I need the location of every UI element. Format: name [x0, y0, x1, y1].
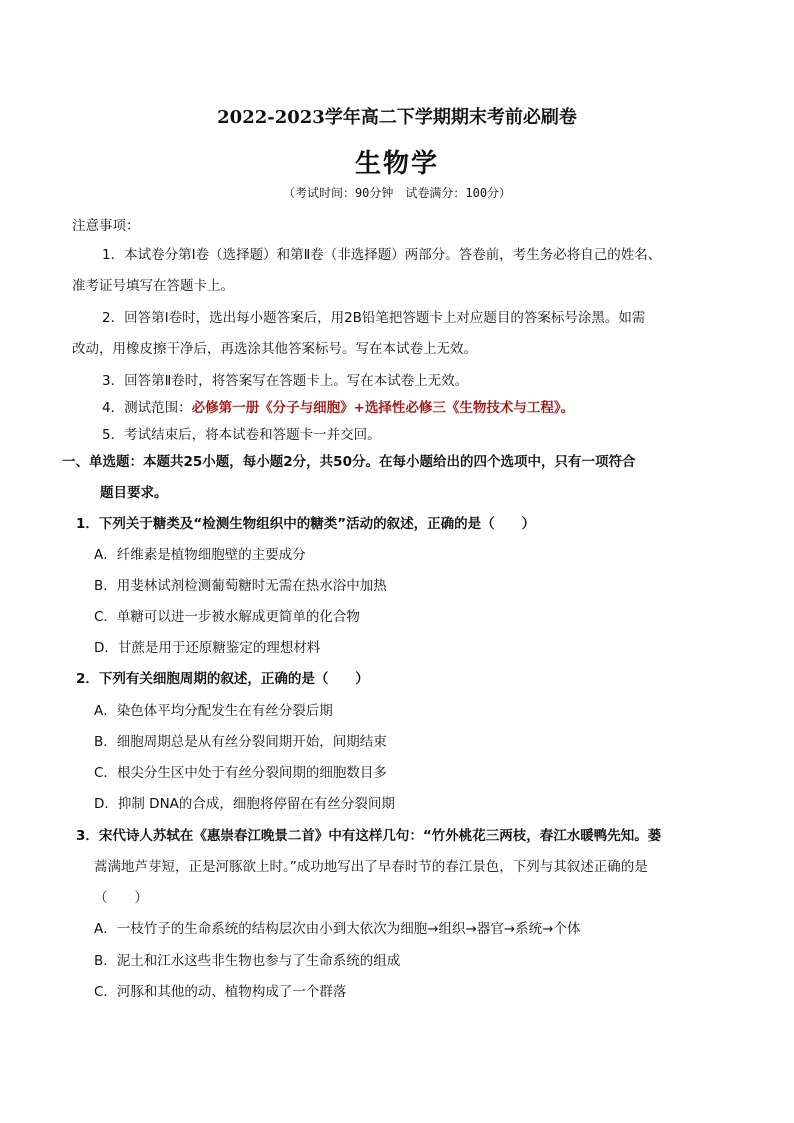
note-3: 3．回答第Ⅱ卷时，将答案写在答题卡上。写在本试卷上无效。 — [102, 373, 469, 389]
note-2-line-1: 2．回答第Ⅰ卷时，选出每小题答案后，用2B铅笔把答题卡上对应题目的答案标号涂黑。如需 — [102, 310, 646, 326]
notes-heading: 注意事项： — [72, 218, 140, 234]
question-1-stem: 1．下列关于糖类及“检测生物组织中的糖类”活动的叙述，正确的是（ ） — [76, 516, 536, 532]
subject-title: 生物学 — [354, 149, 439, 179]
question-1-option-c: C．单糖可以进一步被水解成更简单的化合物 — [94, 609, 360, 625]
test-scope: 必修第一册《分子与细胞》+选择性必修三《生物技术与工程》。 — [191, 400, 575, 416]
question-3-stem-line-3: （ ） — [94, 890, 148, 906]
note-4 — [102, 398, 574, 418]
question-2-option-a: A．染色体平均分配发生在有丝分裂后期 — [94, 703, 333, 719]
question-3-option-a: A．一枝竹子的生命系统的结构层次由小到大依次为细胞→组织→器官→系统→个体 — [94, 921, 581, 937]
note-5: 5．考试结束后，将本试卷和答题卡一并交回。 — [102, 427, 381, 443]
note-2-line-2: 改动，用橡皮擦干净后，再选涂其他答案标号。写在本试卷上无效。 — [72, 341, 477, 357]
question-2-option-d: D．抑制 DNA的合成，细胞将停留在有丝分裂间期 — [94, 796, 395, 812]
note-4-prefix: 4．测试范围： — [102, 400, 192, 416]
question-3-stem-line-2: 蒿满地芦芽短，正是河豚欲上时。”成功地写出了早春时节的春江景色，下列与其叙述正确的是 — [94, 859, 648, 875]
question-3-option-c: C．河豚和其他的动、植物构成了一个群落 — [94, 984, 347, 1000]
question-3-option-b: B．泥土和江水这些非生物也参与了生命系统的组成 — [94, 953, 401, 969]
note-1-line-2: 准考证号填写在答题卡上。 — [72, 278, 234, 294]
question-1-option-d: D．甘蔗是用于还原糖鉴定的理想材料 — [94, 640, 321, 656]
section-heading-line-1: 一、单选题：本题共25小题，每小题2分，共50分。在每小题给出的四个选项中，只有一项符合 — [62, 454, 636, 470]
question-3-stem-line-1: 3．宋代诗人苏轼在《惠崇春江晚景二首》中有这样几句：“竹外桃花三两枝，春江水暖鸭先知。蒌 — [76, 828, 662, 844]
question-1-option-b: B．用斐林试剂检测葡萄糖时无需在热水浴中加热 — [94, 578, 387, 594]
question-2-option-c: C．根尖分生区中处于有丝分裂间期的细胞数目多 — [94, 765, 387, 781]
note-1-line-1: 1．本试卷分第Ⅰ卷（选择题）和第Ⅱ卷（非选择题）两部分。答卷前，考生务必将自己的姓名、 — [102, 247, 662, 263]
question-2-option-b: B．细胞周期总是从有丝分裂间期开始，间期结束 — [94, 734, 387, 750]
section-heading-line-2: 题目要求。 — [100, 485, 168, 501]
exam-info: （考试时间：90分钟 试卷满分：100分） — [282, 186, 512, 200]
question-2-stem: 2．下列有关细胞周期的叙述，正确的是（ ） — [76, 671, 369, 687]
exam-title: 2022-2023学年高二下学期期末考前必刷卷 — [217, 107, 577, 128]
question-1-option-a: A．纤维素是植物细胞壁的主要成分 — [94, 547, 306, 563]
